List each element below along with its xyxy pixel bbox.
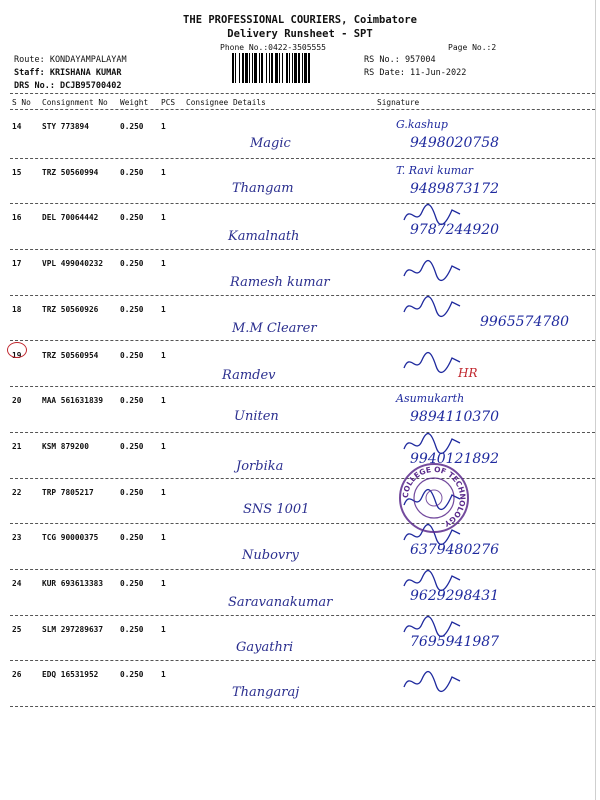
row-weight: 0.250 — [120, 396, 144, 406]
stamp-text: COLLEGE OF TECHNOLOGY — [400, 464, 468, 529]
row-pieces: 1 — [161, 487, 166, 497]
signature-scribble-icon — [402, 431, 462, 457]
circled-serial-mark — [7, 342, 27, 358]
row-signature-name: T. Ravi kumar — [396, 163, 474, 177]
row-signature-phone: 9894110370 — [410, 409, 500, 426]
row-serial-number: 25 — [12, 624, 22, 634]
row-consignment-number: SLM 297289637 — [42, 624, 104, 634]
row-signature-phone: 9940121892 — [410, 450, 500, 467]
row-signature-phone: 9965574780 — [480, 313, 570, 330]
row-consignment-number: TRZ 50560926 — [42, 304, 99, 314]
row-weight: 0.250 — [120, 350, 144, 360]
row-signature-phone: 9787244920 — [410, 222, 500, 239]
row-pieces: 1 — [161, 396, 166, 406]
route-label: Route: KONDAYAMPALAYAM — [14, 55, 127, 65]
column-header-weight: Weight — [120, 98, 149, 107]
row-serial-number: 21 — [12, 441, 22, 451]
table-row — [10, 661, 595, 706]
row-signature-phone: 9629298431 — [410, 588, 500, 604]
row-consignee-handwritten: Uniten — [234, 409, 279, 425]
row-consignee-handwritten: Thangam — [232, 180, 294, 196]
table-top-rule — [10, 93, 595, 94]
row-consignment-number: TRP 7805217 — [42, 487, 94, 497]
table-row — [10, 342, 595, 387]
row-consignee-handwritten: Saravanakumar — [228, 595, 333, 610]
row-serial-number: 17 — [12, 259, 22, 269]
row-serial-number: 19 — [12, 350, 22, 360]
college-stamp — [398, 462, 470, 534]
row-weight: 0.250 — [120, 533, 144, 543]
table-row — [10, 296, 595, 341]
column-header-pcs: PCS — [161, 98, 176, 107]
signature-scribble-icon — [402, 202, 462, 228]
row-signature-phone: 9489873172 — [410, 180, 500, 197]
row-pieces: 1 — [161, 122, 166, 131]
signature-scribble-icon — [402, 614, 462, 640]
row-pieces: 1 — [161, 533, 166, 543]
table-row — [10, 433, 595, 478]
row-consignment-number: KSM 879200 — [42, 441, 89, 451]
row-consignee-handwritten: Jorbika — [236, 458, 284, 474]
row-weight: 0.250 — [120, 441, 144, 451]
row-consignment-number: VPL 499040232 — [42, 259, 104, 269]
row-consignee-handwritten: Nubovry — [242, 548, 299, 564]
row-serial-number: 18 — [12, 304, 22, 314]
row-consignment-number: TCG 90000375 — [42, 533, 99, 543]
row-consignment-number: STY 773894 — [42, 122, 89, 131]
table-row — [10, 479, 595, 524]
row-consignee-handwritten: SNS 1001 — [243, 501, 310, 517]
row-pieces: 1 — [161, 579, 166, 588]
row-consignee-handwritten: Ramdev — [222, 367, 276, 383]
row-consignee-handwritten: Thangaraj — [232, 685, 300, 701]
row-pieces: 1 — [161, 213, 166, 223]
row-weight: 0.250 — [120, 259, 144, 269]
row-divider — [10, 706, 595, 707]
row-serial-number: 24 — [12, 579, 22, 588]
row-consignee-handwritten: M.M Clearer — [232, 320, 317, 336]
signature-scribble-icon — [402, 294, 462, 320]
row-signature-name: Asumukarth — [396, 392, 465, 406]
row-serial-number: 14 — [12, 122, 22, 131]
table-row — [10, 387, 595, 432]
row-weight: 0.250 — [120, 487, 144, 497]
row-weight: 0.250 — [120, 122, 144, 131]
phone-number: Phone No.:0422-3505555 — [220, 43, 326, 52]
row-weight: 0.250 — [120, 167, 144, 177]
row-consignee-handwritten: Gayathri — [236, 639, 294, 655]
row-consignment-number: KUR 693613383 — [42, 579, 104, 588]
rs-date: RS Date: 11-Jun-2022 — [364, 68, 467, 78]
table-row — [10, 616, 595, 661]
page-edge — [595, 0, 596, 800]
row-weight: 0.250 — [120, 579, 144, 588]
row-serial-number: 26 — [12, 670, 22, 680]
row-serial-number: 16 — [12, 213, 22, 223]
table-row — [10, 159, 595, 204]
row-consignment-number: EDQ 16531952 — [42, 670, 99, 680]
row-consignment-number: TRZ 50560994 — [42, 167, 99, 177]
row-consignment-number: TRZ 50560954 — [42, 350, 99, 360]
row-signature-phone: 7695941987 — [410, 633, 500, 650]
column-header-consignment: Consignment No — [42, 98, 108, 107]
row-consignee-handwritten: Kamalnath — [228, 229, 300, 245]
row-pieces: 1 — [161, 670, 166, 680]
page-number: Page No.:2 — [448, 43, 497, 52]
column-header-consignee: Consignee Details — [186, 98, 266, 107]
row-signature-name: G.kashup — [396, 118, 448, 131]
row-consignment-number: DEL 70064442 — [42, 213, 99, 223]
table-row — [10, 204, 595, 249]
barcode — [232, 53, 356, 83]
table-row — [10, 113, 595, 158]
row-weight: 0.250 — [120, 670, 144, 680]
row-consignee-handwritten: Magic — [250, 136, 291, 151]
signature-scribble-icon — [402, 258, 462, 284]
company-title: THE PROFESSIONAL COURIERS, Coimbatore — [183, 14, 417, 26]
header-rule — [10, 109, 595, 110]
row-signature-phone: 6379480276 — [410, 542, 500, 559]
row-pieces: 1 — [161, 441, 166, 451]
row-pieces: 1 — [161, 624, 166, 634]
row-serial-number: 23 — [12, 533, 22, 543]
row-weight: 0.250 — [120, 304, 144, 314]
table-row — [10, 250, 595, 295]
staff-label: Staff: KRISHANA KUMAR — [14, 68, 122, 78]
hr-mark: HR — [458, 366, 478, 380]
row-pieces: 1 — [161, 259, 166, 269]
column-header-sno: S No — [12, 98, 31, 107]
signature-scribble-icon — [402, 669, 462, 695]
row-signature-phone: 9498020758 — [410, 135, 500, 151]
row-pieces: 1 — [161, 304, 166, 314]
row-weight: 0.250 — [120, 624, 144, 634]
row-consignee-handwritten: Ramesh kumar — [230, 275, 330, 291]
signature-scribble-icon — [402, 568, 462, 594]
row-serial-number: 22 — [12, 487, 22, 497]
row-pieces: 1 — [161, 167, 166, 177]
row-consignment-number: MAA 561631839 — [42, 396, 104, 406]
column-header-signature: Signature — [377, 98, 420, 107]
table-row — [10, 524, 595, 569]
rs-number: RS No.: 957004 — [364, 55, 436, 65]
runsheet-subtitle: Delivery Runsheet - SPT — [227, 28, 373, 40]
row-weight: 0.250 — [120, 213, 144, 223]
row-pieces: 1 — [161, 350, 166, 360]
row-serial-number: 20 — [12, 396, 22, 406]
drs-number: DRS No.: DCJB95700402 — [14, 81, 122, 91]
table-row — [10, 570, 595, 615]
row-serial-number: 15 — [12, 167, 22, 177]
signature-scribble-icon — [402, 350, 462, 376]
